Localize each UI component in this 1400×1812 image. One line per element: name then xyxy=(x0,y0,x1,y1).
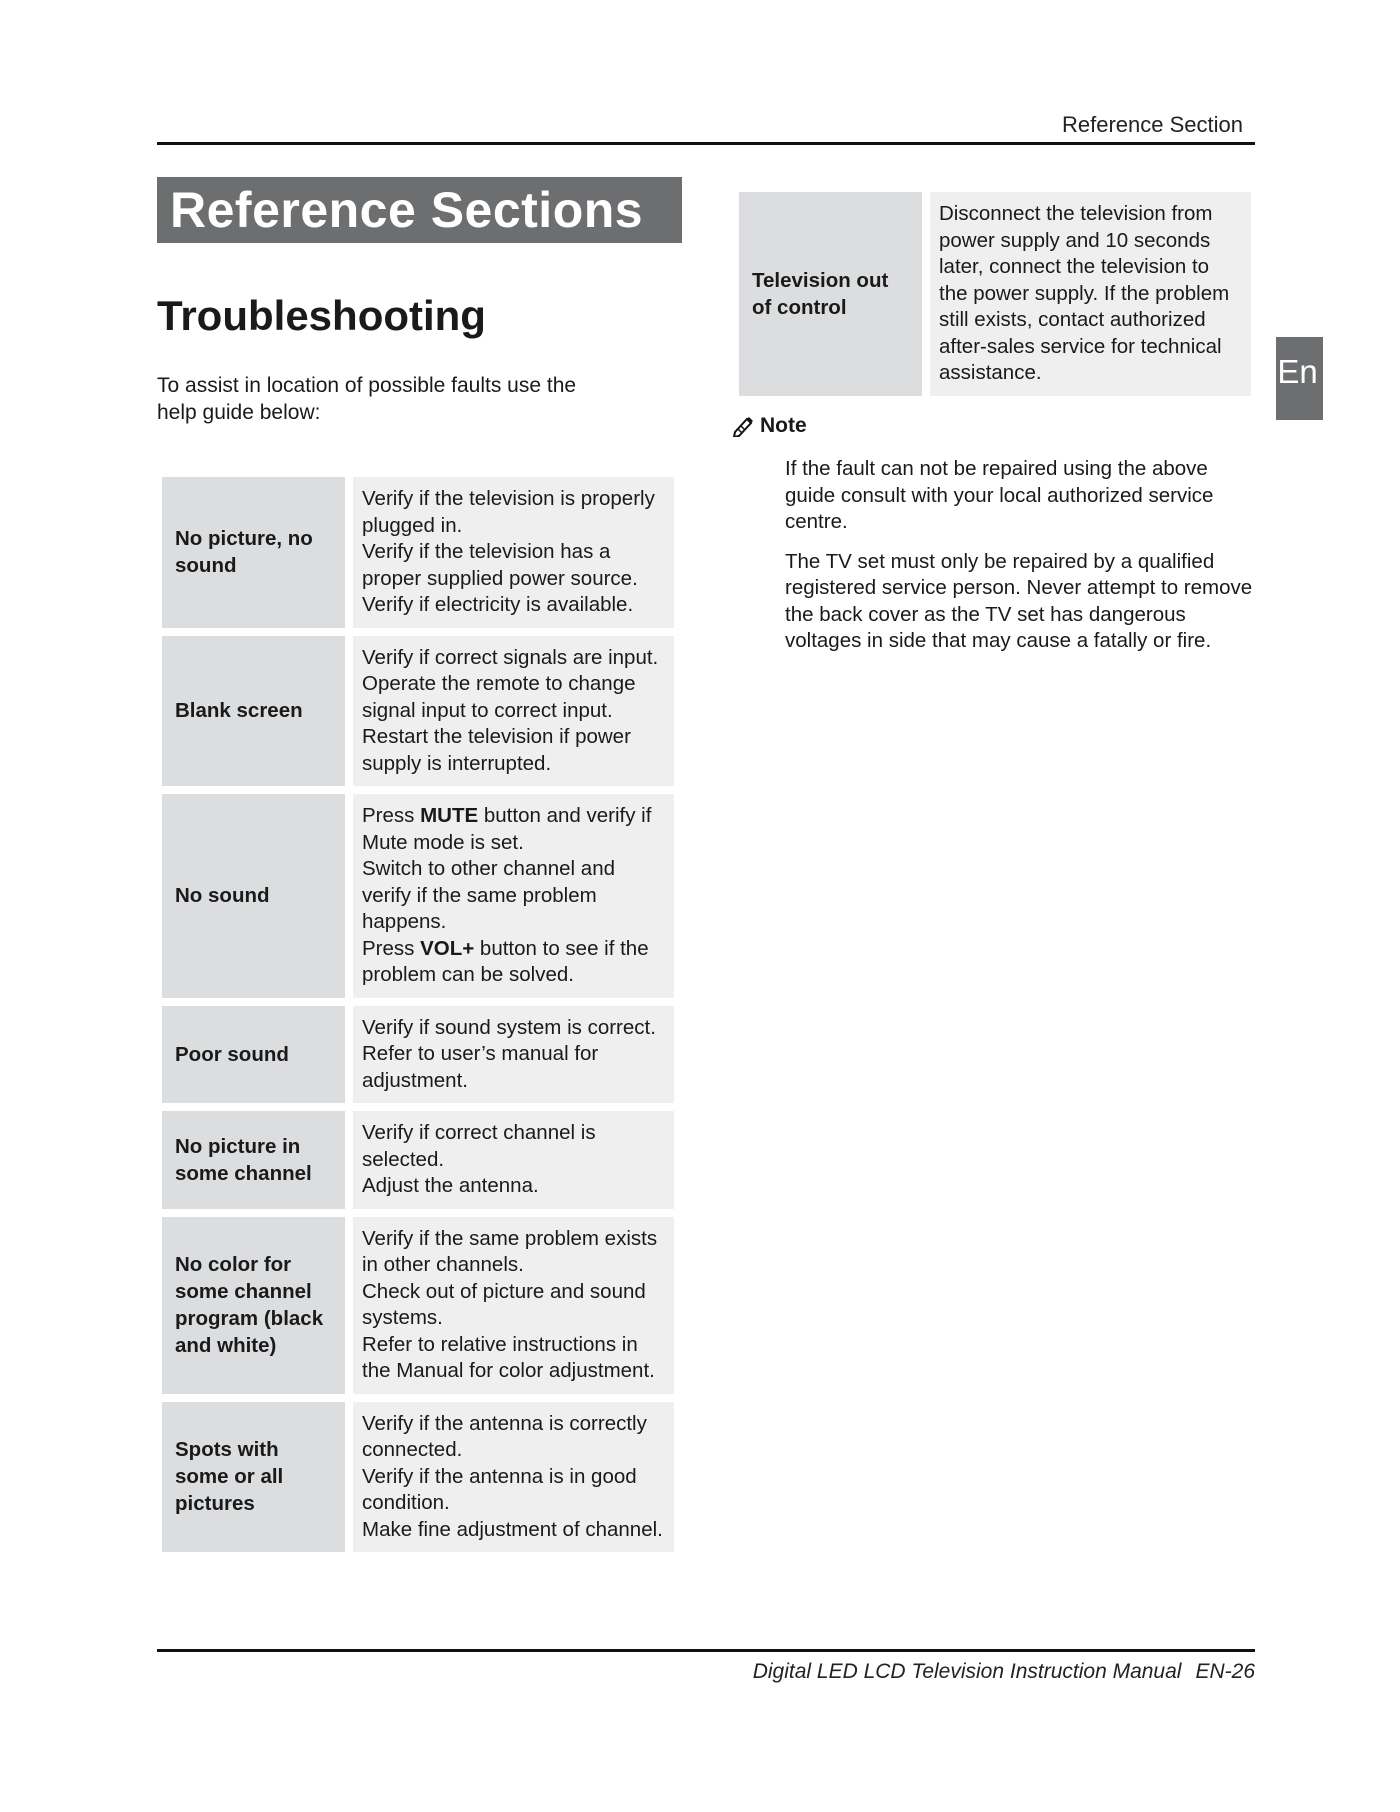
remedy-cell xyxy=(353,794,674,998)
troubleshooting-table xyxy=(162,477,674,1560)
remedy-line: Press VOL+ button to see if the problem can be solved. xyxy=(362,936,649,986)
remedy-cell xyxy=(353,1111,674,1209)
table-row xyxy=(162,794,674,998)
note-heading-label: Note xyxy=(760,414,807,437)
remedy-line: Verify if correct channel is selected. xyxy=(362,1121,596,1171)
remedy-line: Adjust the antenna. xyxy=(362,1174,539,1197)
remedy-cell xyxy=(353,1006,674,1104)
intro-line: To assist in location of possible faults use the xyxy=(157,374,577,397)
issue-cell: Blank screen xyxy=(162,636,345,787)
remedy-cell xyxy=(353,1402,674,1553)
issue-cell: No sound xyxy=(162,794,345,998)
issue-cell: No picture in some channel xyxy=(162,1111,345,1209)
note-body xyxy=(785,456,1255,668)
intro-text xyxy=(157,372,597,426)
remedy-cell xyxy=(930,192,1251,396)
table-row xyxy=(739,192,1251,396)
button-name: MUTE xyxy=(420,804,479,827)
remedy-line: Verify if the television is properly plugged in. xyxy=(362,487,655,537)
issue-cell: Spots with some or all pictures xyxy=(162,1402,345,1553)
running-header: Reference Section xyxy=(1062,112,1243,137)
remedy-line: Refer to user’s manual for adjustment. xyxy=(362,1042,599,1092)
footer-rule xyxy=(157,1649,1255,1652)
remedy-line: Press MUTE button and verify if Mute mode is set. xyxy=(362,804,652,854)
table-row xyxy=(162,477,674,628)
intro-line: help guide below: xyxy=(157,401,321,424)
remedy-line: Verify if the same problem exists in other channels. xyxy=(362,1226,658,1276)
page-title: Troubleshooting xyxy=(157,292,486,339)
table-row xyxy=(162,636,674,787)
remedy-cell xyxy=(353,1217,674,1394)
remedy-line: Verify if sound system is correct. xyxy=(362,1015,656,1039)
header-rule xyxy=(157,142,1255,145)
language-tab: En xyxy=(1276,337,1323,420)
remedy-line: Make fine adjustment of channel. xyxy=(362,1517,663,1541)
issue-cell: Television out of control xyxy=(739,192,922,396)
remedy-line: Verify if correct signals are input. xyxy=(362,645,659,669)
button-name: VOL+ xyxy=(420,936,475,960)
remedy-line: Refer to relative instructions in the Manual for color adjustment. xyxy=(362,1332,655,1382)
note-paragraph: If the fault can not be repaired using the above guide consult with your local authorized service centre. xyxy=(785,457,1214,533)
remedy-line: Verify if the antenna is correctly connected. xyxy=(362,1411,647,1461)
table-row xyxy=(162,1402,674,1553)
manual-title: Digital LED LCD Television Instruction Manual xyxy=(752,1660,1182,1683)
note-paragraph: The TV set must only be repaired by a qualified registered service person. Never attempt to remove the back cover as the TV set has dangerous voltages in side that may cause a fatally or fire. xyxy=(785,549,1253,652)
remedy-line: Restart the television if power supply is interrupted. xyxy=(362,725,631,775)
remedy-line: Verify if the television has a proper supplied power source. xyxy=(362,540,638,590)
remedy-line: Verify if the antenna is in good condition. xyxy=(362,1464,637,1514)
troubleshooting-table-continued xyxy=(739,192,1251,404)
table-row xyxy=(162,1111,674,1209)
remedy-line: Operate the remote to change signal input to correct input. xyxy=(362,672,636,722)
issue-cell: No picture, no sound xyxy=(162,477,345,628)
remedy-line: Check out of picture and sound systems. xyxy=(362,1279,646,1329)
page-footer xyxy=(753,1660,1255,1684)
note-heading xyxy=(732,414,807,438)
remedy-line: Switch to other channel and verify if the same problem happens. xyxy=(362,857,615,933)
issue-cell: No color for some channel program (black and white) xyxy=(162,1217,345,1394)
issue-cell: Poor sound xyxy=(162,1006,345,1104)
table-row xyxy=(162,1217,674,1394)
remedy-cell xyxy=(353,477,674,628)
section-banner: Reference Sections xyxy=(157,177,682,243)
page-number: EN-26 xyxy=(1195,1660,1255,1683)
remedy-line: Disconnect the television from power supply and 10 seconds later, connect the television to the power supply. If the problem still exists, contact authorized after-sales service for technical assistance. xyxy=(939,202,1230,384)
remedy-line: Verify if electricity is available. xyxy=(362,593,634,616)
table-row xyxy=(162,1006,674,1104)
pencil-icon xyxy=(732,415,756,437)
remedy-cell xyxy=(353,636,674,787)
